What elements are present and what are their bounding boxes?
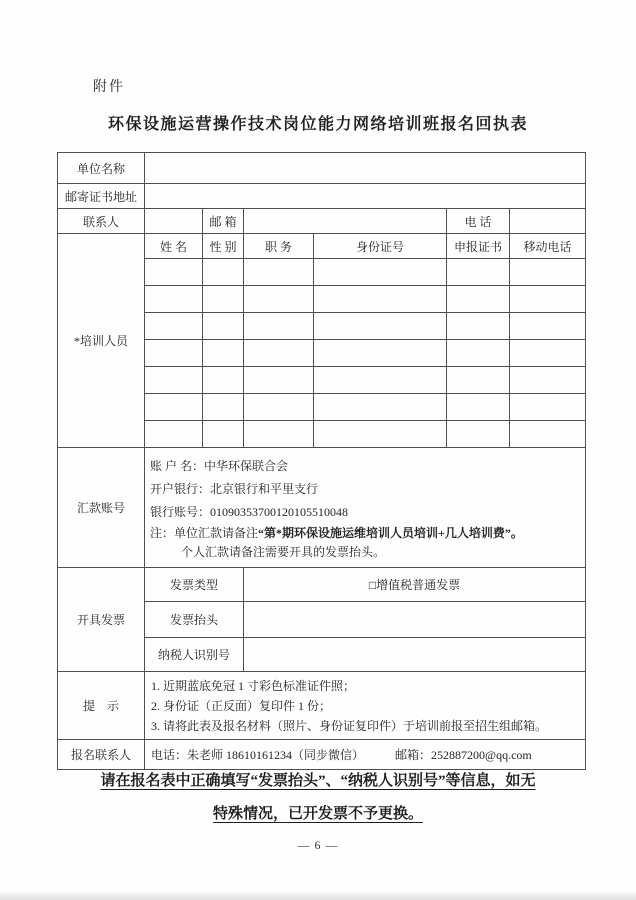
invoice-section-label: 开具发票 (58, 568, 145, 672)
trainee-col-id-number: 身份证号 (314, 234, 447, 259)
registration-contact-row (58, 740, 586, 770)
contact-person-value (145, 209, 203, 234)
registration-contact-phone: 电话：朱老师 18610161234（同步微信） (151, 748, 365, 762)
remittance-account-number: 银行账号：01090353700120105510048 (150, 505, 349, 519)
trainee-empty-cell (314, 367, 447, 394)
remittance-account-name: 账 户 名：中华环保联合会 (150, 459, 289, 473)
trainee-empty-cell (145, 286, 203, 313)
remittance-label: 汇款账号 (58, 448, 145, 568)
trainee-empty-cell (145, 394, 203, 421)
trainees-label: *培训人员 (58, 234, 145, 448)
trainee-empty-cell (447, 313, 510, 340)
trainee-empty-cell (145, 259, 203, 286)
trainee-empty-cell (244, 394, 314, 421)
trainee-empty-cell (510, 286, 586, 313)
trainee-empty-cell (314, 394, 447, 421)
trainee-empty-cell (145, 367, 203, 394)
trainee-empty-cell (244, 367, 314, 394)
tip-2: 2. 身份证（正反面）复印件 1 份； (151, 698, 332, 713)
remittance-note (150, 524, 581, 543)
mailing-address-label: 邮寄证书地址 (58, 184, 145, 209)
trainee-empty-cell (510, 394, 586, 421)
trainee-empty-cell (314, 259, 447, 286)
registration-contact-label: 报名联系人 (58, 740, 145, 770)
footer-note-line-1: 请在报名表中正确填写“发票抬头”、“纳税人识别号”等信息，如无 (100, 773, 536, 789)
trainee-empty-cell (145, 340, 203, 367)
trainee-empty-cell (314, 286, 447, 313)
trainee-empty-cell (314, 421, 447, 448)
trainee-empty-cell (510, 421, 586, 448)
footer-note (0, 771, 636, 837)
remittance-details (145, 448, 586, 568)
trainee-empty-cell (145, 313, 203, 340)
registration-contact-email: 邮箱：252887200@qq.com (395, 748, 532, 762)
trainee-empty-cell (314, 340, 447, 367)
invoice-title-label: 发票抬头 (145, 602, 244, 638)
trainee-header-row (58, 234, 586, 259)
trainee-col-mobile: 移动电话 (510, 234, 586, 259)
contact-person-row (58, 209, 586, 234)
scan-bottom-edge (0, 890, 636, 900)
tips-label: 提 示 (58, 672, 145, 740)
trainee-empty-cell (244, 286, 314, 313)
trainee-empty-cell (244, 259, 314, 286)
trainee-empty-cell (510, 313, 586, 340)
trainee-col-certificate: 申报证书 (447, 234, 510, 259)
trainee-col-position: 职 务 (244, 234, 314, 259)
trainee-empty-cell (447, 340, 510, 367)
phone-label: 电 话 (447, 209, 510, 234)
remittance-row (58, 448, 586, 568)
trainee-empty-cell (447, 286, 510, 313)
tip-3: 3. 请将此表及报名材料（照片、身份证复印件）于培训前报至招生组邮箱。 (151, 718, 548, 733)
tip-1: 1. 近期蓝底免冠 1 寸彩色标准证件照； (151, 678, 356, 693)
trainee-empty-cell (447, 259, 510, 286)
trainee-empty-cell (447, 394, 510, 421)
trainee-empty-cell (314, 313, 447, 340)
trainee-empty-cell (203, 313, 244, 340)
invoice-type-row (58, 568, 586, 602)
unit-name-value (145, 153, 586, 184)
tips-content (145, 672, 586, 740)
trainee-col-gender: 性 别 (203, 234, 244, 259)
trainee-empty-cell (203, 340, 244, 367)
trainee-empty-cell (244, 421, 314, 448)
remittance-note-continuation: 个人汇款请备注需要开具的发票抬头。 (181, 545, 386, 559)
trainee-empty-cell (203, 367, 244, 394)
taxpayer-id-value (244, 638, 586, 672)
mailing-address-row (58, 184, 586, 209)
invoice-title-value (244, 602, 586, 638)
trainee-empty-cell (145, 421, 203, 448)
trainee-col-name: 姓 名 (145, 234, 203, 259)
trainee-empty-cell (510, 259, 586, 286)
trainee-empty-cell (244, 340, 314, 367)
remittance-note-bold: “第*期环保设施运维培训人员培训+几人培训费”。 (258, 526, 523, 540)
unit-name-label: 单位名称 (58, 153, 145, 184)
trainee-empty-cell (244, 313, 314, 340)
footer-note-line-2: 特殊情况，已开发票不予更换。 (212, 806, 423, 822)
trainee-empty-cell (203, 394, 244, 421)
trainee-empty-cell (510, 367, 586, 394)
trainee-empty-cell (447, 421, 510, 448)
trainee-empty-cell (510, 340, 586, 367)
email-label: 邮 箱 (203, 209, 244, 234)
registration-contact-value (145, 740, 586, 770)
invoice-type-value: □增值税普通发票 (244, 568, 586, 602)
mailing-address-value (145, 184, 586, 209)
trainee-empty-cell (447, 367, 510, 394)
trainee-empty-cell (203, 421, 244, 448)
unit-name-row (58, 153, 586, 184)
remittance-bank: 开户银行：北京银行和平里支行 (150, 482, 319, 496)
invoice-type-label: 发票类型 (145, 568, 244, 602)
page-number: — 6 — (297, 838, 339, 852)
registration-form-table (57, 152, 586, 770)
email-value (244, 209, 447, 234)
phone-value (510, 209, 586, 234)
taxpayer-id-label: 纳税人识别号 (145, 638, 244, 672)
trainee-empty-cell (203, 259, 244, 286)
page-title: 环保设施运营操作技术岗位能力网络培训班报名回执表 (107, 116, 528, 133)
trainee-empty-cell (203, 286, 244, 313)
remittance-note-prefix: 注：单位汇款请备注 (150, 526, 259, 540)
contact-person-label: 联系人 (58, 209, 145, 234)
attachment-label: 附件 (93, 80, 125, 95)
tips-row (58, 672, 586, 740)
